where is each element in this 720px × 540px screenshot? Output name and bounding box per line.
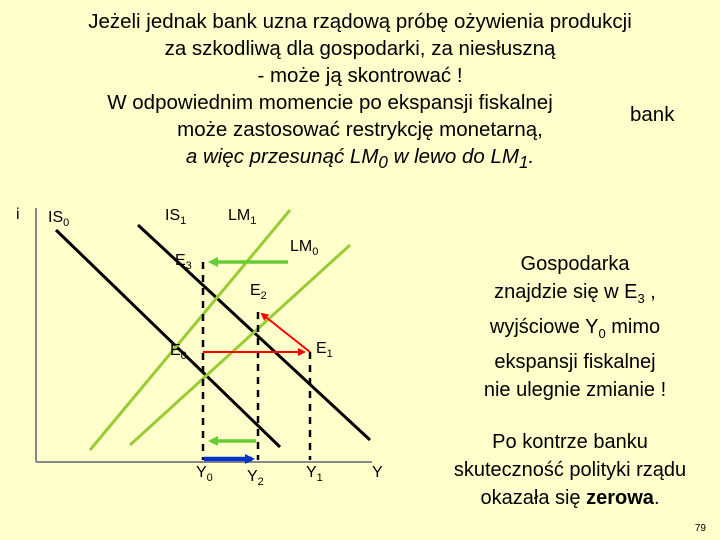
title-line-6-part: a więc przesunąć LM <box>185 145 379 168</box>
e3-label <box>175 252 192 272</box>
e3-label-text: E <box>175 252 186 269</box>
y0-tick-label <box>196 464 213 484</box>
is1-label-sub: 1 <box>180 215 187 228</box>
summary-line-1: Po kontrze banku <box>492 431 648 453</box>
y1-tick-text: Y <box>306 464 317 481</box>
lm1-label-sub: 1 <box>250 215 257 228</box>
title-line-6-part: . <box>528 145 535 168</box>
y1-tick-label <box>306 464 323 484</box>
conclusion-line-3-sub: 0 <box>598 326 606 341</box>
conclusion-line-1: Gospodarka <box>520 253 630 275</box>
title-line-5: może zastosować restrykcję monetarną, <box>177 118 543 141</box>
e2-label-text: E <box>250 282 261 299</box>
lm0-label-text: LM <box>290 238 313 255</box>
is0-label-text: IS <box>48 209 64 226</box>
page-number: 79 <box>694 523 706 534</box>
summary-bold-word: zerowa <box>586 487 654 509</box>
summary-text <box>420 428 720 512</box>
lm0-label-sub: 0 <box>312 246 319 259</box>
x-axis-label: Y <box>372 464 383 481</box>
conclusion-line-3-part: wyjściowe Y <box>489 316 599 338</box>
y0-tick-sub: 0 <box>206 472 213 485</box>
lm1-label <box>228 207 256 227</box>
lm0-label <box>290 238 318 258</box>
summary-line-3-part: okazała się <box>480 487 587 509</box>
conclusion-text <box>440 250 710 404</box>
conclusion-line-3-part: mimo <box>605 316 661 338</box>
conclusion-line-2-part: , <box>644 281 656 303</box>
title-line-6-sub: 1 <box>518 153 529 173</box>
is0-label-sub: 0 <box>63 217 70 230</box>
is1-label <box>165 207 186 227</box>
title-line-4: W odpowiednim momencie po ekspansji fiskalnej <box>107 91 553 114</box>
title-line-1: Jeżeli jednak bank uzna rządową próbę ożywienia produkcji <box>88 10 632 33</box>
conclusion-line-4: ekspansji fiskalnej <box>494 351 656 373</box>
y-axis-label: i <box>16 206 20 223</box>
y1-tick-sub: 1 <box>316 472 323 485</box>
lm1-label-text: LM <box>228 207 251 224</box>
summary-line-3-part: . <box>653 487 660 509</box>
title-bank-word: bank <box>630 103 675 126</box>
y2-tick-text: Y <box>247 468 258 485</box>
y2-tick-sub: 2 <box>257 476 264 489</box>
title-line-3: - może ją skontrować ! <box>257 64 463 87</box>
is1-label-text: IS <box>165 207 181 224</box>
conclusion-line-2-part: znajdzie się w E <box>494 281 638 303</box>
is0-label <box>48 209 69 229</box>
conclusion-line-3 <box>440 313 710 348</box>
summary-line-3 <box>420 484 720 512</box>
e0-label <box>170 342 187 362</box>
conclusion-line-2 <box>440 278 710 313</box>
e1-label-text: E <box>316 340 327 357</box>
e2-label <box>250 282 267 302</box>
e1-label <box>316 340 333 360</box>
conclusion-line-2-sub: 3 <box>637 291 645 306</box>
e1-label-sub: 1 <box>326 348 333 361</box>
lm1-curve <box>90 210 290 450</box>
e0-label-sub: 0 <box>180 350 187 363</box>
y2-tick-label <box>247 468 264 488</box>
e0-label-text: E <box>170 342 181 359</box>
conclusion-line-5: nie ulegnie zmianie ! <box>483 379 667 401</box>
e3-label-sub: 3 <box>185 260 192 273</box>
title-line-6-part: w lewo do LM <box>387 145 519 168</box>
e2-label-sub: 2 <box>260 290 267 303</box>
title-line-6-sub: 0 <box>378 153 388 173</box>
title-line-2: za szkodliwą dla gospodarki, za niesłuszną <box>164 37 556 60</box>
summary-line-2: skuteczność polityki rządu <box>453 459 687 481</box>
y0-tick-text: Y <box>196 464 207 481</box>
